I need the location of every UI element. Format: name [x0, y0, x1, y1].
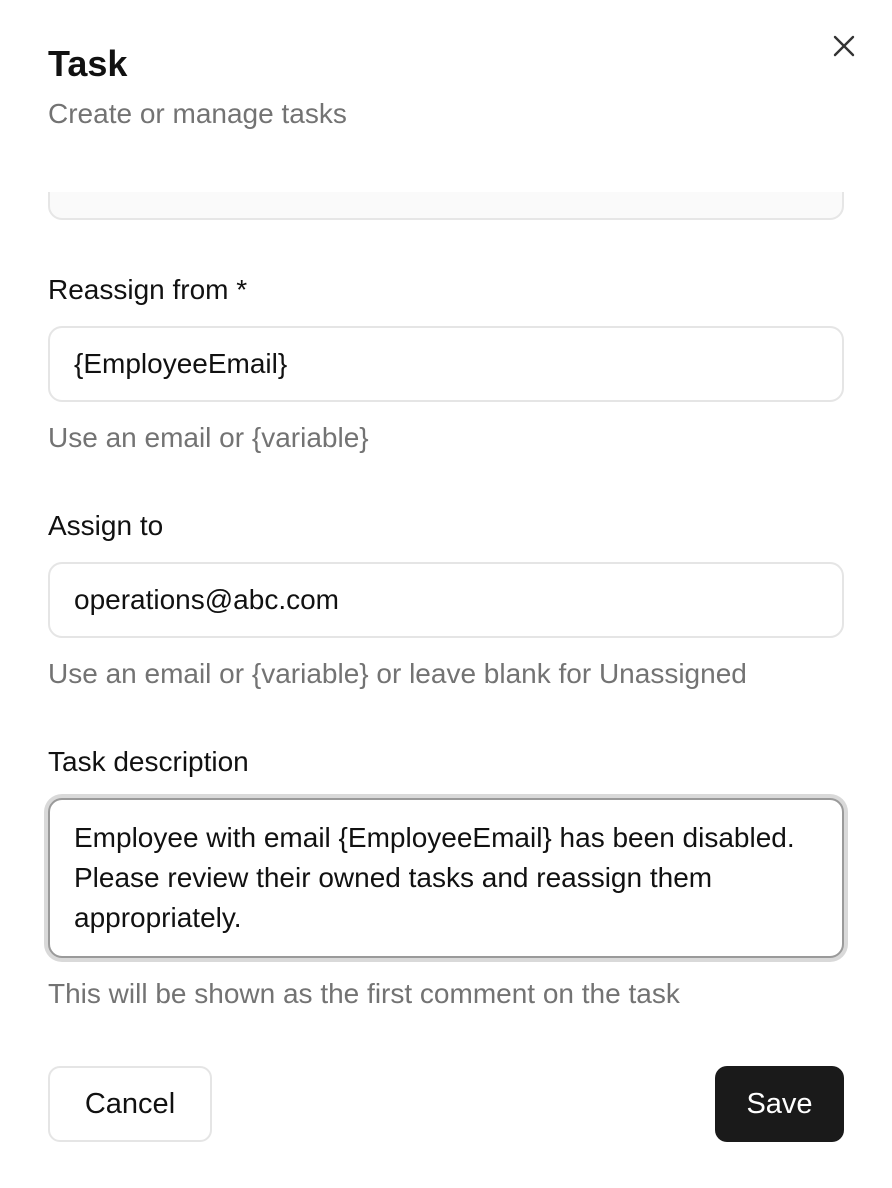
reassign-from-label: Reassign from * [48, 274, 248, 305]
close-icon [832, 34, 856, 58]
dialog-subtitle: Create or manage tasks [48, 98, 347, 129]
save-button[interactable]: Save [715, 1066, 844, 1142]
task-description-textarea[interactable] [48, 798, 844, 958]
form-scroll-area[interactable] [0, 192, 892, 1028]
cancel-button[interactable]: Cancel [48, 1066, 212, 1142]
previous-field-clipped[interactable] [48, 192, 844, 220]
task-description-label: Task description [48, 746, 249, 777]
assign-to-input[interactable] [48, 562, 844, 638]
close-button[interactable] [826, 28, 862, 64]
reassign-from-hint: Use an email or {variable} [48, 422, 369, 453]
dialog-title: Task [48, 43, 128, 84]
reassign-from-input[interactable] [48, 326, 844, 402]
task-description-hint: This will be shown as the first comment on the task [48, 978, 680, 1009]
assign-to-hint: Use an email or {variable} or leave blank for Unassigned [48, 658, 747, 689]
assign-to-label: Assign to [48, 510, 164, 541]
